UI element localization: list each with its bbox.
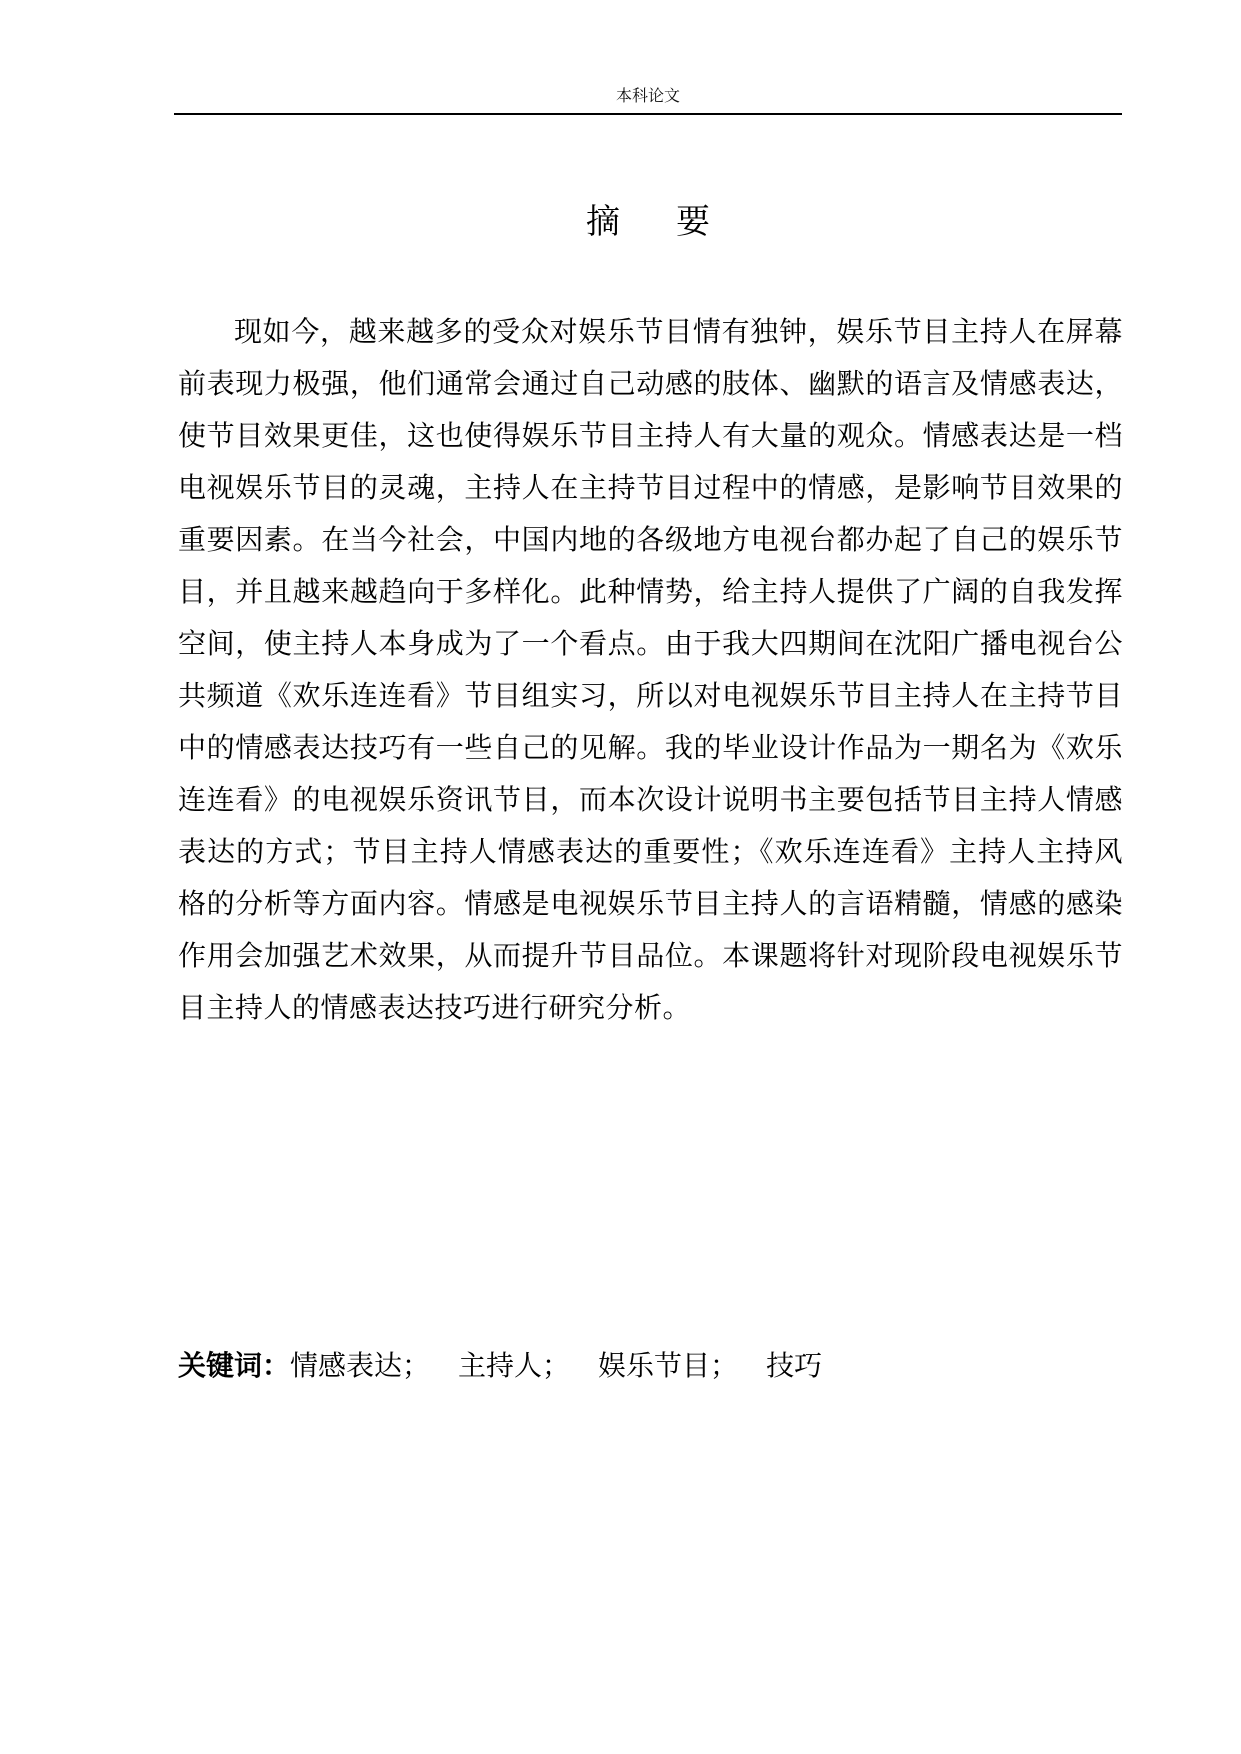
- keyword-item: 技巧: [766, 1349, 823, 1382]
- keywords-label: 关键词：: [178, 1349, 291, 1382]
- abstract-body: 现如今，越来越多的受众对娱乐节目情有独钟，娱乐节目主持人在屏幕前表现力极强，他们通常会通过自己动感的肢体、幽默的语言及情感表达，使节目效果更佳，这也使得娱乐节目主持人有大量的观众。情感表达是一档电视娱乐节目的灵魂，主持人在主持节目过程中的情感，是影响节目效果的重要因素。在当今社会，中国内地的各级地方电视台都办起了自己的娱乐节目，并且越来越趋向于多样化。此种情势，给主持人提供了广阔的自我发挥空间，使主持人本身成为了一个看点。由于我大四期间在沈阳广播电视台公共频道《欢乐连连看》节目组实习，所以对电视娱乐节目主持人在主持节目中的情感表达技巧有一些自己的见解。我的毕业设计作品为一期名为《欢乐连连看》的电视娱乐资讯节目，而本次设计说明书主要包括节目主持人情感表达的方式；节目主持人情感表达的重要性；《欢乐连连看》主持人主持风格的分析等方面内容。情感是电视娱乐节目主持人的言语精髓，情感的感染作用会加强艺术效果，从而提升节目品位。本课题将针对现阶段电视娱乐节目主持人的情感表达技巧进行研究分析。: [178, 315, 1123, 1024]
- keyword-item: 情感表达；: [290, 1349, 431, 1382]
- keyword-item: 主持人；: [458, 1349, 571, 1382]
- keyword-item: 娱乐节目；: [598, 1349, 739, 1382]
- header-divider: [174, 113, 1122, 115]
- abstract-title: 摘要: [586, 202, 766, 242]
- keywords-line: [178, 1346, 1123, 1386]
- running-header: 本科论文: [615, 86, 680, 105]
